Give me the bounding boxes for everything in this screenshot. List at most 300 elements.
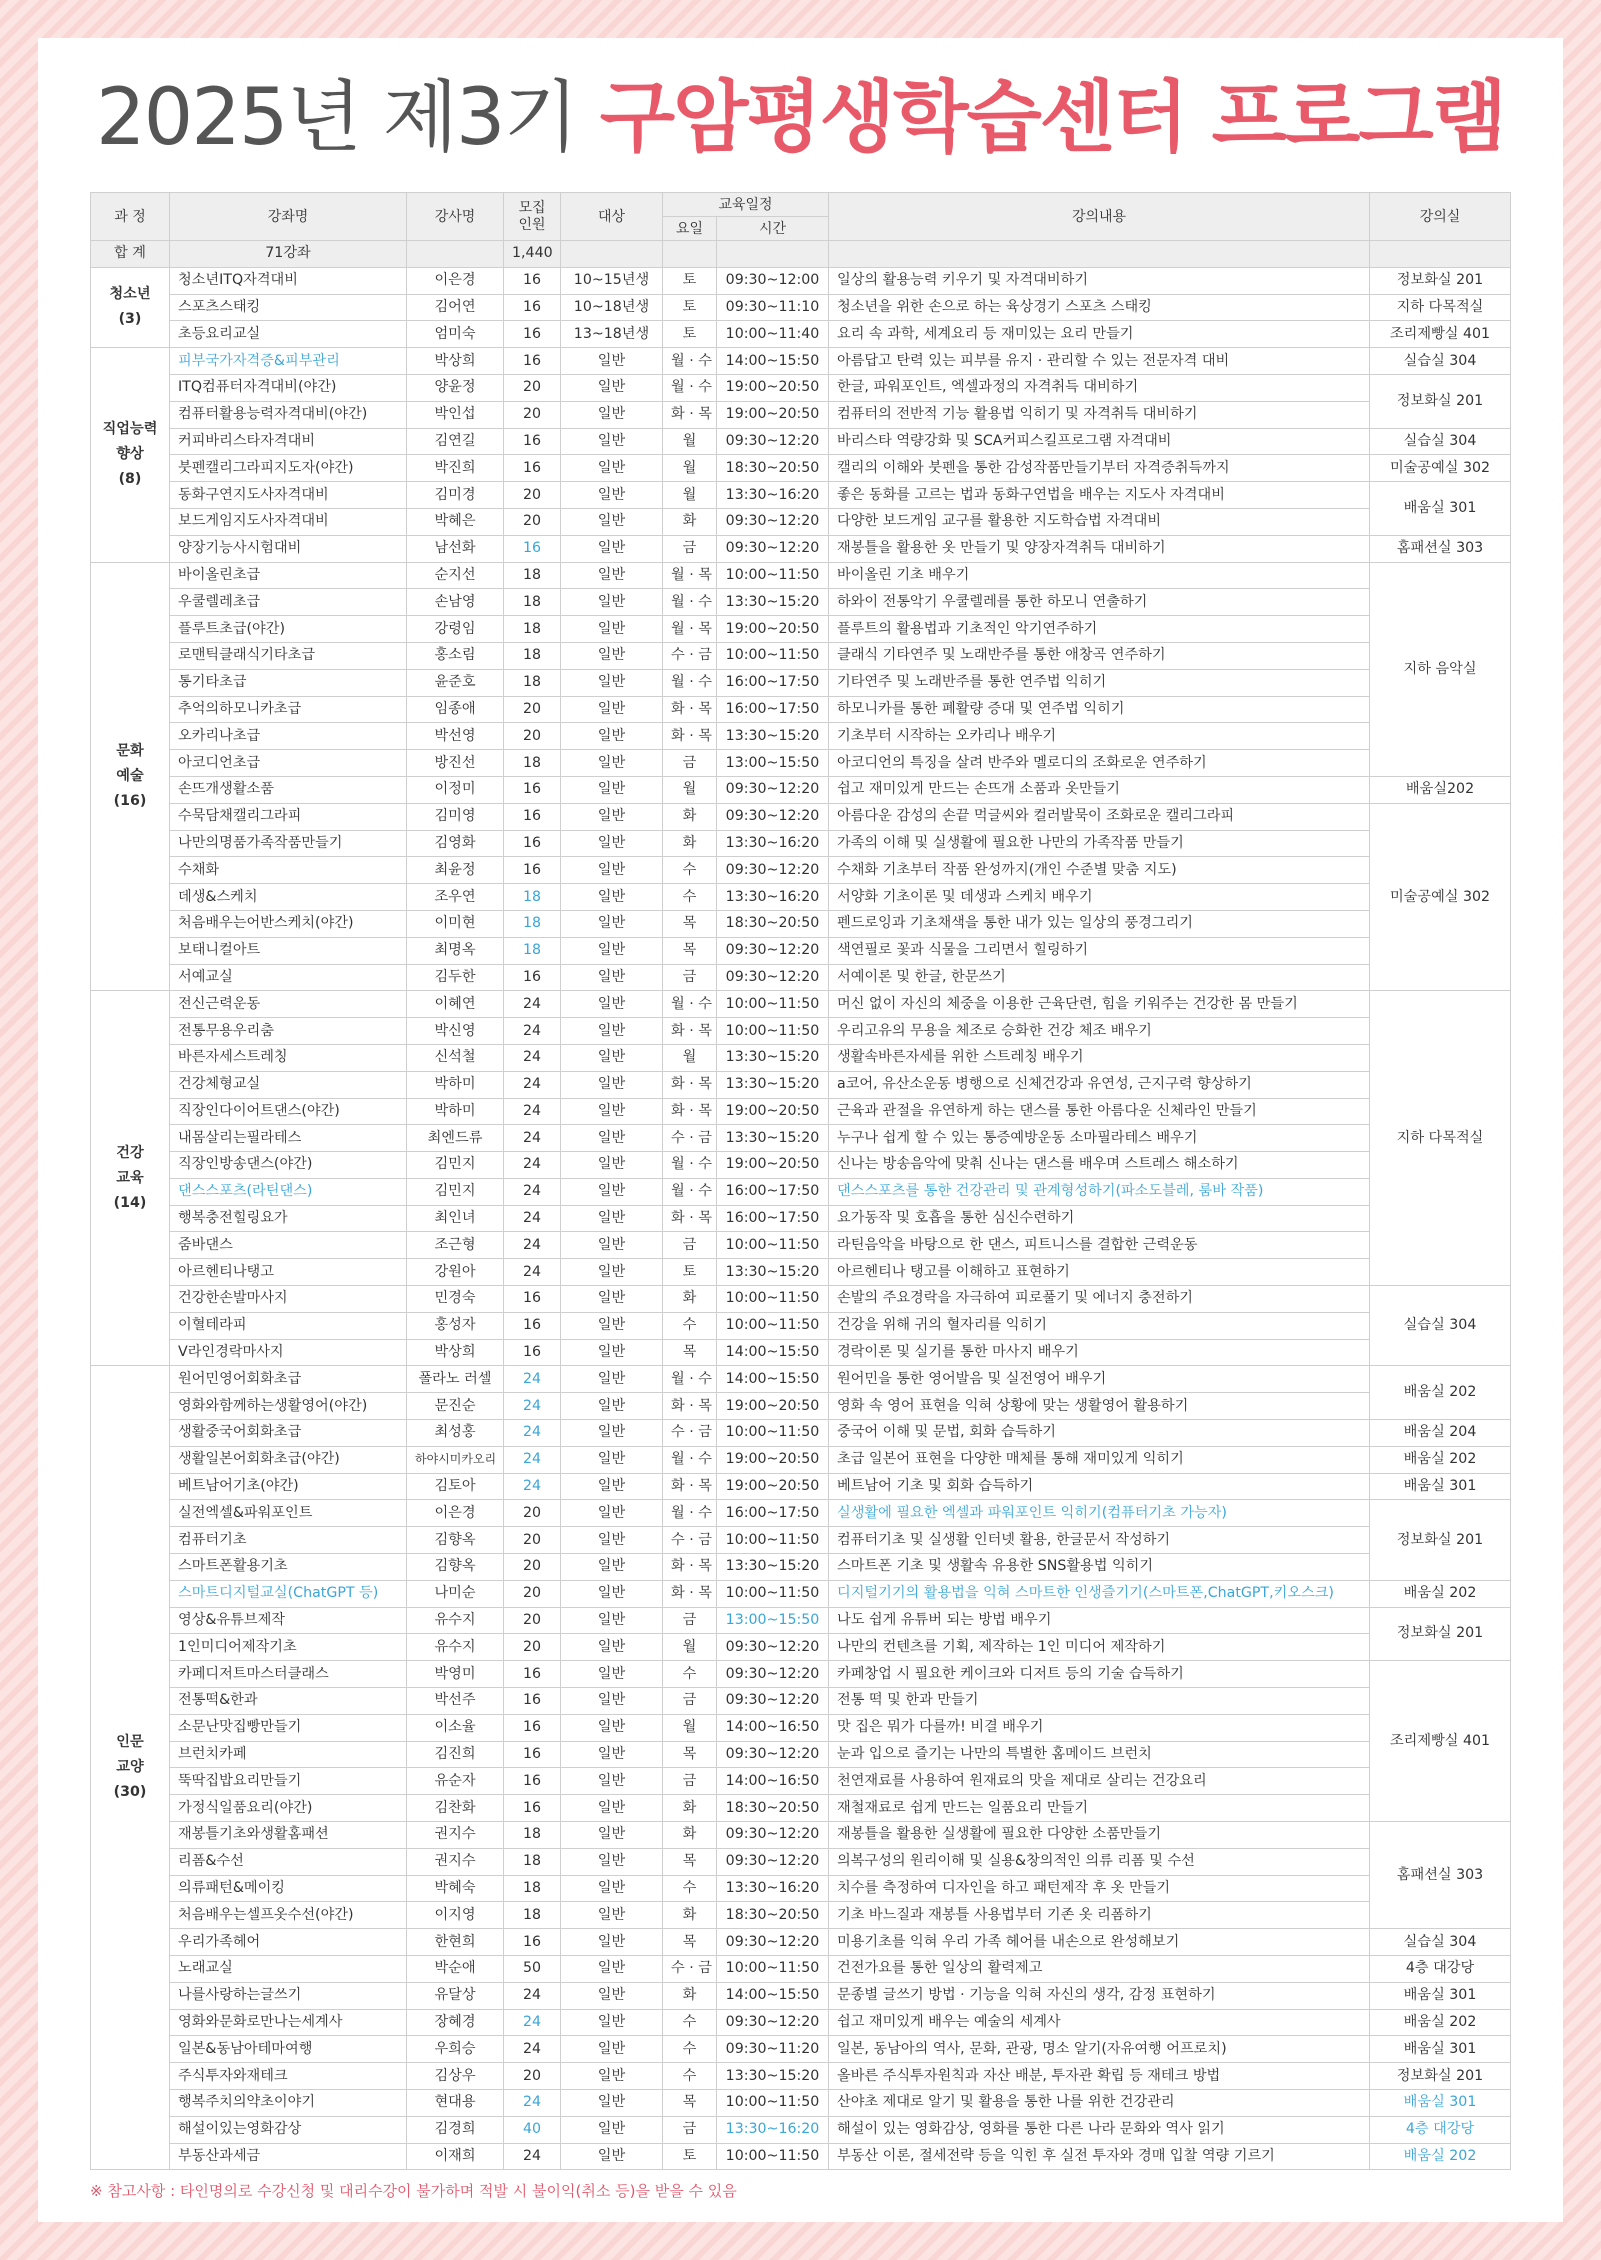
course-content: 쉽고 재미있게 만드는 손뜨개 소품과 옷만들기 <box>829 776 1370 803</box>
total-row <box>91 241 1511 268</box>
capacity: 50 <box>504 1956 561 1983</box>
target: 일반 <box>561 1500 663 1527</box>
course-content: 손발의 주요경락을 자극하여 피로풀기 및 에너지 충전하기 <box>829 1286 1370 1313</box>
target: 일반 <box>561 1848 663 1875</box>
course-name: 행복주치의약초이야기 <box>170 2089 407 2116</box>
time: 13:30~16:20 <box>717 830 829 857</box>
course-content: 하모니카를 통한 폐활량 증대 및 연주법 익히기 <box>829 696 1370 723</box>
table-row <box>91 1929 1511 1956</box>
day: 수 <box>663 2036 717 2063</box>
course-content: 신나는 방송음악에 맞춰 신나는 댄스를 배우며 스트레스 해소하기 <box>829 1152 1370 1179</box>
course-name: 부동산과세금 <box>170 2143 407 2170</box>
teacher-name: 박진희 <box>407 455 504 482</box>
time: 10:00~11:50 <box>717 1286 829 1313</box>
course-name: 손뜨개생활소품 <box>170 776 407 803</box>
target: 일반 <box>561 991 663 1018</box>
day: 화 · 목 <box>663 696 717 723</box>
table-row <box>91 267 1511 294</box>
course-name: 커피바리스타자격대비 <box>170 428 407 455</box>
capacity: 16 <box>504 455 561 482</box>
time: 09:30~12:20 <box>717 508 829 535</box>
time: 10:00~11:50 <box>717 1956 829 1983</box>
course-content: 아르헨티나 탱고를 이해하고 표현하기 <box>829 1259 1370 1286</box>
day: 화 · 목 <box>663 1393 717 1420</box>
table-row <box>91 1473 1511 1500</box>
target: 일반 <box>561 1018 663 1045</box>
time: 14:00~15:50 <box>717 348 829 375</box>
day: 목 <box>663 910 717 937</box>
course-name: 스마트디지털교실(ChatGPT 등) <box>170 1580 407 1607</box>
time: 09:30~12:20 <box>717 964 829 991</box>
day: 월 · 수 <box>663 1366 717 1393</box>
teacher-name: 현대용 <box>407 2089 504 2116</box>
table-row <box>91 857 1511 884</box>
table-row <box>91 776 1511 803</box>
capacity: 24 <box>504 1178 561 1205</box>
total-count: 71강좌 <box>170 241 407 268</box>
header-course: 과 정 <box>91 193 170 241</box>
target: 일반 <box>561 1956 663 1983</box>
capacity: 24 <box>504 1446 561 1473</box>
day: 금 <box>663 1607 717 1634</box>
course-name: 전통떡&한과 <box>170 1688 407 1715</box>
room-cell: 배움실 301 <box>1370 2089 1511 2116</box>
teacher-name: 김경희 <box>407 2116 504 2143</box>
course-name: 소문난맛집빵만들기 <box>170 1714 407 1741</box>
teacher-name: 민경숙 <box>407 1286 504 1313</box>
time: 10:00~11:50 <box>717 1018 829 1045</box>
teacher-name: 이정미 <box>407 776 504 803</box>
target: 일반 <box>561 857 663 884</box>
capacity: 24 <box>504 2089 561 2116</box>
target: 일반 <box>561 508 663 535</box>
target: 일반 <box>561 1420 663 1447</box>
course-name: 추억의하모니카초급 <box>170 696 407 723</box>
header-name: 강좌명 <box>170 193 407 241</box>
room-cell: 정보화실 201 <box>1370 1607 1511 1661</box>
room-cell: 정보화실 201 <box>1370 267 1511 294</box>
program-table-body <box>91 241 1511 2170</box>
teacher-name: 이혜연 <box>407 991 504 1018</box>
target: 일반 <box>561 1875 663 1902</box>
target: 일반 <box>561 830 663 857</box>
table-row <box>91 2009 1511 2036</box>
target: 일반 <box>561 1125 663 1152</box>
day: 수 <box>663 1312 717 1339</box>
course-content: 청소년을 위한 손으로 하는 육상경기 스포츠 스태킹 <box>829 294 1370 321</box>
page-title <box>38 68 1563 168</box>
capacity: 20 <box>504 1580 561 1607</box>
target: 일반 <box>561 535 663 562</box>
time: 09:30~12:20 <box>717 535 829 562</box>
capacity: 16 <box>504 1714 561 1741</box>
total-label: 합 계 <box>91 241 170 268</box>
time: 13:30~15:20 <box>717 589 829 616</box>
table-row <box>91 1500 1511 1527</box>
table-row <box>91 508 1511 535</box>
teacher-name: 김찬화 <box>407 1795 504 1822</box>
course-name: 브런치카페 <box>170 1741 407 1768</box>
course-name: 스마트폰활용기초 <box>170 1554 407 1581</box>
capacity: 16 <box>504 1312 561 1339</box>
time: 13:00~15:50 <box>717 750 829 777</box>
day: 화 · 목 <box>663 401 717 428</box>
teacher-name: 최명옥 <box>407 937 504 964</box>
capacity: 16 <box>504 803 561 830</box>
course-content: 산야초 제대로 알기 및 활용을 통한 나를 위한 건강관리 <box>829 2089 1370 2116</box>
course-content: 건강을 위해 귀의 혈자리를 익히기 <box>829 1312 1370 1339</box>
capacity: 24 <box>504 1071 561 1098</box>
teacher-name: 홍성자 <box>407 1312 504 1339</box>
program-sheet <box>38 38 1563 2222</box>
table-row <box>91 1098 1511 1125</box>
teacher-name: 남선화 <box>407 535 504 562</box>
room-cell: 배움실 202 <box>1370 2009 1511 2036</box>
course-content: 라틴음악을 바탕으로 한 댄스, 피트니스를 결합한 근력운동 <box>829 1232 1370 1259</box>
target: 일반 <box>561 750 663 777</box>
room-cell: 배움실202 <box>1370 776 1511 803</box>
course-name: 컴퓨터활용능력자격대비(야간) <box>170 401 407 428</box>
teacher-name: 조우연 <box>407 884 504 911</box>
day: 화 <box>663 830 717 857</box>
room-cell: 배움실 202 <box>1370 1366 1511 1420</box>
course-name: 베트남어기초(야간) <box>170 1473 407 1500</box>
capacity: 18 <box>504 1822 561 1849</box>
course-content: 머신 없이 자신의 체중을 이용한 근육단련, 힘을 키워주는 건강한 몸 만들기 <box>829 991 1370 1018</box>
time: 13:30~16:20 <box>717 884 829 911</box>
target: 일반 <box>561 2063 663 2090</box>
time: 09:30~12:20 <box>717 2009 829 2036</box>
room-cell: 지하 다목적실 <box>1370 991 1511 1286</box>
target: 일반 <box>561 1312 663 1339</box>
capacity: 20 <box>504 696 561 723</box>
course-content: 쉽고 재미있게 배우는 예술의 세계사 <box>829 2009 1370 2036</box>
teacher-name: 손남영 <box>407 589 504 616</box>
teacher-name: 폴라노 러셀 <box>407 1366 504 1393</box>
program-table <box>90 192 1511 2170</box>
course-content: 클래식 기타연주 및 노래반주를 통한 애창곡 연주하기 <box>829 642 1370 669</box>
table-row <box>91 1956 1511 1983</box>
day: 토 <box>663 294 717 321</box>
room-cell: 배움실 202 <box>1370 2143 1511 2170</box>
capacity: 16 <box>504 830 561 857</box>
total-capacity: 1,440 <box>504 241 561 268</box>
time: 13:30~15:20 <box>717 1071 829 1098</box>
table-row <box>91 1259 1511 1286</box>
course-content: 근육과 관절을 유연하게 하는 댄스를 통한 아름다운 신체라인 만들기 <box>829 1098 1370 1125</box>
course-content: 맛 집은 뭐가 다를까! 비결 배우기 <box>829 1714 1370 1741</box>
day: 화 · 목 <box>663 1018 717 1045</box>
table-row <box>91 1393 1511 1420</box>
header-content: 강의내용 <box>829 193 1370 241</box>
target: 일반 <box>561 669 663 696</box>
capacity: 24 <box>504 1982 561 2009</box>
teacher-name: 신석철 <box>407 1044 504 1071</box>
course-name: 영화와함께하는생활영어(야간) <box>170 1393 407 1420</box>
time: 13:00~15:50 <box>717 1607 829 1634</box>
time: 14:00~15:50 <box>717 1982 829 2009</box>
table-row <box>91 1420 1511 1447</box>
day: 월 <box>663 455 717 482</box>
course-name: 플루트초급(야간) <box>170 616 407 643</box>
teacher-name: 이미현 <box>407 910 504 937</box>
header-schedule: 교육일정 <box>663 193 829 217</box>
teacher-name: 김연길 <box>407 428 504 455</box>
capacity: 20 <box>504 1500 561 1527</box>
target: 일반 <box>561 1527 663 1554</box>
room-cell: 정보화실 201 <box>1370 2063 1511 2090</box>
capacity: 18 <box>504 562 561 589</box>
day: 금 <box>663 1688 717 1715</box>
capacity: 18 <box>504 884 561 911</box>
teacher-name: 김영화 <box>407 830 504 857</box>
time: 09:30~12:00 <box>717 267 829 294</box>
capacity: 16 <box>504 1741 561 1768</box>
capacity: 16 <box>504 1795 561 1822</box>
course-content: 원어민을 통한 영어발음 및 실전영어 배우기 <box>829 1366 1370 1393</box>
teacher-name: 김두한 <box>407 964 504 991</box>
course-content: 다양한 보드게임 교구를 활용한 지도학습법 자격대비 <box>829 508 1370 535</box>
course-name: 서예교실 <box>170 964 407 991</box>
time: 19:00~20:50 <box>717 1446 829 1473</box>
day: 목 <box>663 1339 717 1366</box>
day: 수 · 금 <box>663 1527 717 1554</box>
room-cell: 4층 대강당 <box>1370 2116 1511 2143</box>
target: 13~18년생 <box>561 321 663 348</box>
capacity: 24 <box>504 1420 561 1447</box>
target: 일반 <box>561 776 663 803</box>
target: 일반 <box>561 1446 663 1473</box>
day: 월 · 수 <box>663 1152 717 1179</box>
target: 일반 <box>561 2036 663 2063</box>
target: 일반 <box>561 2089 663 2116</box>
course-name: 재봉틀기초와생활홈패션 <box>170 1822 407 1849</box>
capacity: 16 <box>504 535 561 562</box>
table-row <box>91 1688 1511 1715</box>
teacher-name: 강원아 <box>407 1259 504 1286</box>
course-content: 좋은 동화를 고르는 법과 동화구연법을 배우는 지도사 자격대비 <box>829 482 1370 509</box>
footnote: ※ 참고사항 : 타인명의로 수강신청 및 대리수강이 불가하며 적발 시 불이익(취소 등)을 받을 수 있음 <box>90 2182 737 2200</box>
table-row <box>91 642 1511 669</box>
day: 월 <box>663 1714 717 1741</box>
teacher-name: 이소율 <box>407 1714 504 1741</box>
target: 일반 <box>561 1232 663 1259</box>
category-cell: 건강 교육 (14) <box>91 991 170 1366</box>
day: 월 · 수 <box>663 1446 717 1473</box>
time: 16:00~17:50 <box>717 696 829 723</box>
time: 19:00~20:50 <box>717 374 829 401</box>
day: 토 <box>663 321 717 348</box>
capacity: 16 <box>504 428 561 455</box>
course-content: 경락이론 및 실기를 통한 마사지 배우기 <box>829 1339 1370 1366</box>
time: 10:00~11:50 <box>717 562 829 589</box>
time: 18:30~20:50 <box>717 1795 829 1822</box>
teacher-name: 김토아 <box>407 1473 504 1500</box>
target: 일반 <box>561 562 663 589</box>
course-name: 로맨틱클래식기타초급 <box>170 642 407 669</box>
day: 목 <box>663 1929 717 1956</box>
course-name: 데생&스케치 <box>170 884 407 911</box>
course-name: 생활일본어회화초급(야간) <box>170 1446 407 1473</box>
course-name: 피부국가자격증&피부관리 <box>170 348 407 375</box>
teacher-name: 박인섭 <box>407 401 504 428</box>
table-row <box>91 991 1511 1018</box>
target: 일반 <box>561 348 663 375</box>
capacity: 16 <box>504 776 561 803</box>
day: 수 <box>663 1875 717 1902</box>
teacher-name: 하야시미카오리 <box>407 1446 504 1473</box>
target: 일반 <box>561 1714 663 1741</box>
target: 일반 <box>561 723 663 750</box>
course-content: 누구나 쉽게 할 수 있는 통증예방운동 소마필라테스 배우기 <box>829 1125 1370 1152</box>
course-content: 디지털기기의 활용법을 익혀 스마트한 인생즐기기(스마트폰,ChatGPT,키오스크) <box>829 1580 1370 1607</box>
course-name: 줌바댄스 <box>170 1232 407 1259</box>
course-name: 청소년ITQ자격대비 <box>170 267 407 294</box>
day: 화 · 목 <box>663 1098 717 1125</box>
target: 일반 <box>561 1071 663 1098</box>
day: 수 · 금 <box>663 1125 717 1152</box>
capacity: 24 <box>504 1018 561 1045</box>
target: 일반 <box>561 1152 663 1179</box>
room-cell: 지하 음악실 <box>1370 562 1511 776</box>
target: 일반 <box>561 1366 663 1393</box>
time: 14:00~16:50 <box>717 1714 829 1741</box>
table-row <box>91 803 1511 830</box>
capacity: 20 <box>504 1634 561 1661</box>
target: 일반 <box>561 1661 663 1688</box>
course-content: 바리스타 역량강화 및 SCA커피스킬프로그램 자격대비 <box>829 428 1370 455</box>
target: 일반 <box>561 937 663 964</box>
room-cell: 배움실 202 <box>1370 1446 1511 1473</box>
target: 일반 <box>561 1607 663 1634</box>
teacher-name: 박순애 <box>407 1956 504 1983</box>
day: 수 · 금 <box>663 1956 717 1983</box>
course-name: 전신근력운동 <box>170 991 407 1018</box>
course-content: 요리 속 과학, 세계요리 등 재미있는 요리 만들기 <box>829 321 1370 348</box>
table-row <box>91 348 1511 375</box>
table-row <box>91 1152 1511 1179</box>
category-cell: 문화 예술 (16) <box>91 562 170 991</box>
table-row <box>91 1071 1511 1098</box>
room-cell: 배움실 301 <box>1370 2036 1511 2063</box>
time: 09:30~12:20 <box>717 1929 829 1956</box>
time: 19:00~20:50 <box>717 616 829 643</box>
header-teacher: 강사명 <box>407 193 504 241</box>
course-name: 댄스스포츠(라틴댄스) <box>170 1178 407 1205</box>
time: 09:30~12:20 <box>717 1848 829 1875</box>
target: 일반 <box>561 1473 663 1500</box>
table-row <box>91 2036 1511 2063</box>
day: 월 · 수 <box>663 1500 717 1527</box>
capacity: 24 <box>504 2009 561 2036</box>
course-name: 우리가족헤어 <box>170 1929 407 1956</box>
teacher-name: 박영미 <box>407 1661 504 1688</box>
target: 일반 <box>561 1580 663 1607</box>
teacher-name: 박선영 <box>407 723 504 750</box>
target: 일반 <box>561 1259 663 1286</box>
table-row <box>91 294 1511 321</box>
capacity: 20 <box>504 723 561 750</box>
target: 일반 <box>561 1178 663 1205</box>
course-content: 하와이 전통악기 우쿨렐레를 통한 하모니 연출하기 <box>829 589 1370 616</box>
target: 일반 <box>561 428 663 455</box>
capacity: 18 <box>504 750 561 777</box>
teacher-name: 방진선 <box>407 750 504 777</box>
table-row <box>91 696 1511 723</box>
day: 금 <box>663 750 717 777</box>
day: 월 · 수 <box>663 374 717 401</box>
course-name: 노래교실 <box>170 1956 407 1983</box>
capacity: 16 <box>504 1286 561 1313</box>
target: 일반 <box>561 1205 663 1232</box>
table-row <box>91 1607 1511 1634</box>
day: 화 <box>663 1982 717 2009</box>
time: 18:30~20:50 <box>717 1902 829 1929</box>
capacity: 18 <box>504 1875 561 1902</box>
course-content: 아코디언의 특징을 살려 반주와 멜로디의 조화로운 연주하기 <box>829 750 1370 777</box>
teacher-name: 유순자 <box>407 1768 504 1795</box>
course-content: 한글, 파워포인트, 엑셀과정의 자격취득 대비하기 <box>829 374 1370 401</box>
day: 월 · 수 <box>663 589 717 616</box>
course-content: a코어, 유산소운동 병행으로 신체건강과 유연성, 근지구력 향상하기 <box>829 1071 1370 1098</box>
teacher-name: 나미순 <box>407 1580 504 1607</box>
room-cell: 실습실 304 <box>1370 428 1511 455</box>
course-name: 처음배우는어반스케치(야간) <box>170 910 407 937</box>
time: 13:30~16:20 <box>717 1875 829 1902</box>
course-name: 보드게임지도사자격대비 <box>170 508 407 535</box>
target: 일반 <box>561 1795 663 1822</box>
day: 수 <box>663 2063 717 2090</box>
course-name: 초등요리교실 <box>170 321 407 348</box>
table-row <box>91 1875 1511 1902</box>
teacher-name: 유달상 <box>407 1982 504 2009</box>
teacher-name: 김상우 <box>407 2063 504 2090</box>
capacity: 16 <box>504 294 561 321</box>
day: 토 <box>663 1259 717 1286</box>
target: 일반 <box>561 910 663 937</box>
course-name: 동화구연지도사자격대비 <box>170 482 407 509</box>
time: 10:00~11:50 <box>717 991 829 1018</box>
capacity: 20 <box>504 1607 561 1634</box>
time: 16:00~17:50 <box>717 669 829 696</box>
target: 일반 <box>561 401 663 428</box>
table-row <box>91 830 1511 857</box>
table-row <box>91 1902 1511 1929</box>
day: 수 · 금 <box>663 1420 717 1447</box>
capacity: 18 <box>504 1848 561 1875</box>
course-content: 아름다운 감성의 손끝 먹글씨와 컬러발묵이 조화로운 캘리그라피 <box>829 803 1370 830</box>
capacity: 18 <box>504 910 561 937</box>
table-row <box>91 1178 1511 1205</box>
teacher-name: 최윤정 <box>407 857 504 884</box>
time: 10:00~11:50 <box>717 1232 829 1259</box>
table-row <box>91 1848 1511 1875</box>
time: 14:00~15:50 <box>717 1366 829 1393</box>
course-content: 부동산 이론, 절세전략 등을 익힌 후 실전 투자와 경매 입찰 역량 기르기 <box>829 2143 1370 2170</box>
course-name: 해설이있는영화감상 <box>170 2116 407 2143</box>
course-content: 바이올린 기초 배우기 <box>829 562 1370 589</box>
course-content: 댄스스포츠를 통한 건강관리 및 관계형성하기(파소도블레, 룸바 작품) <box>829 1178 1370 1205</box>
course-name: 직장인방송댄스(야간) <box>170 1152 407 1179</box>
time: 09:30~12:20 <box>717 857 829 884</box>
target: 일반 <box>561 964 663 991</box>
target: 일반 <box>561 2009 663 2036</box>
teacher-name: 문진순 <box>407 1393 504 1420</box>
course-name: 아르헨티나탱고 <box>170 1259 407 1286</box>
course-name: 바이올린초급 <box>170 562 407 589</box>
target: 일반 <box>561 884 663 911</box>
capacity: 16 <box>504 857 561 884</box>
